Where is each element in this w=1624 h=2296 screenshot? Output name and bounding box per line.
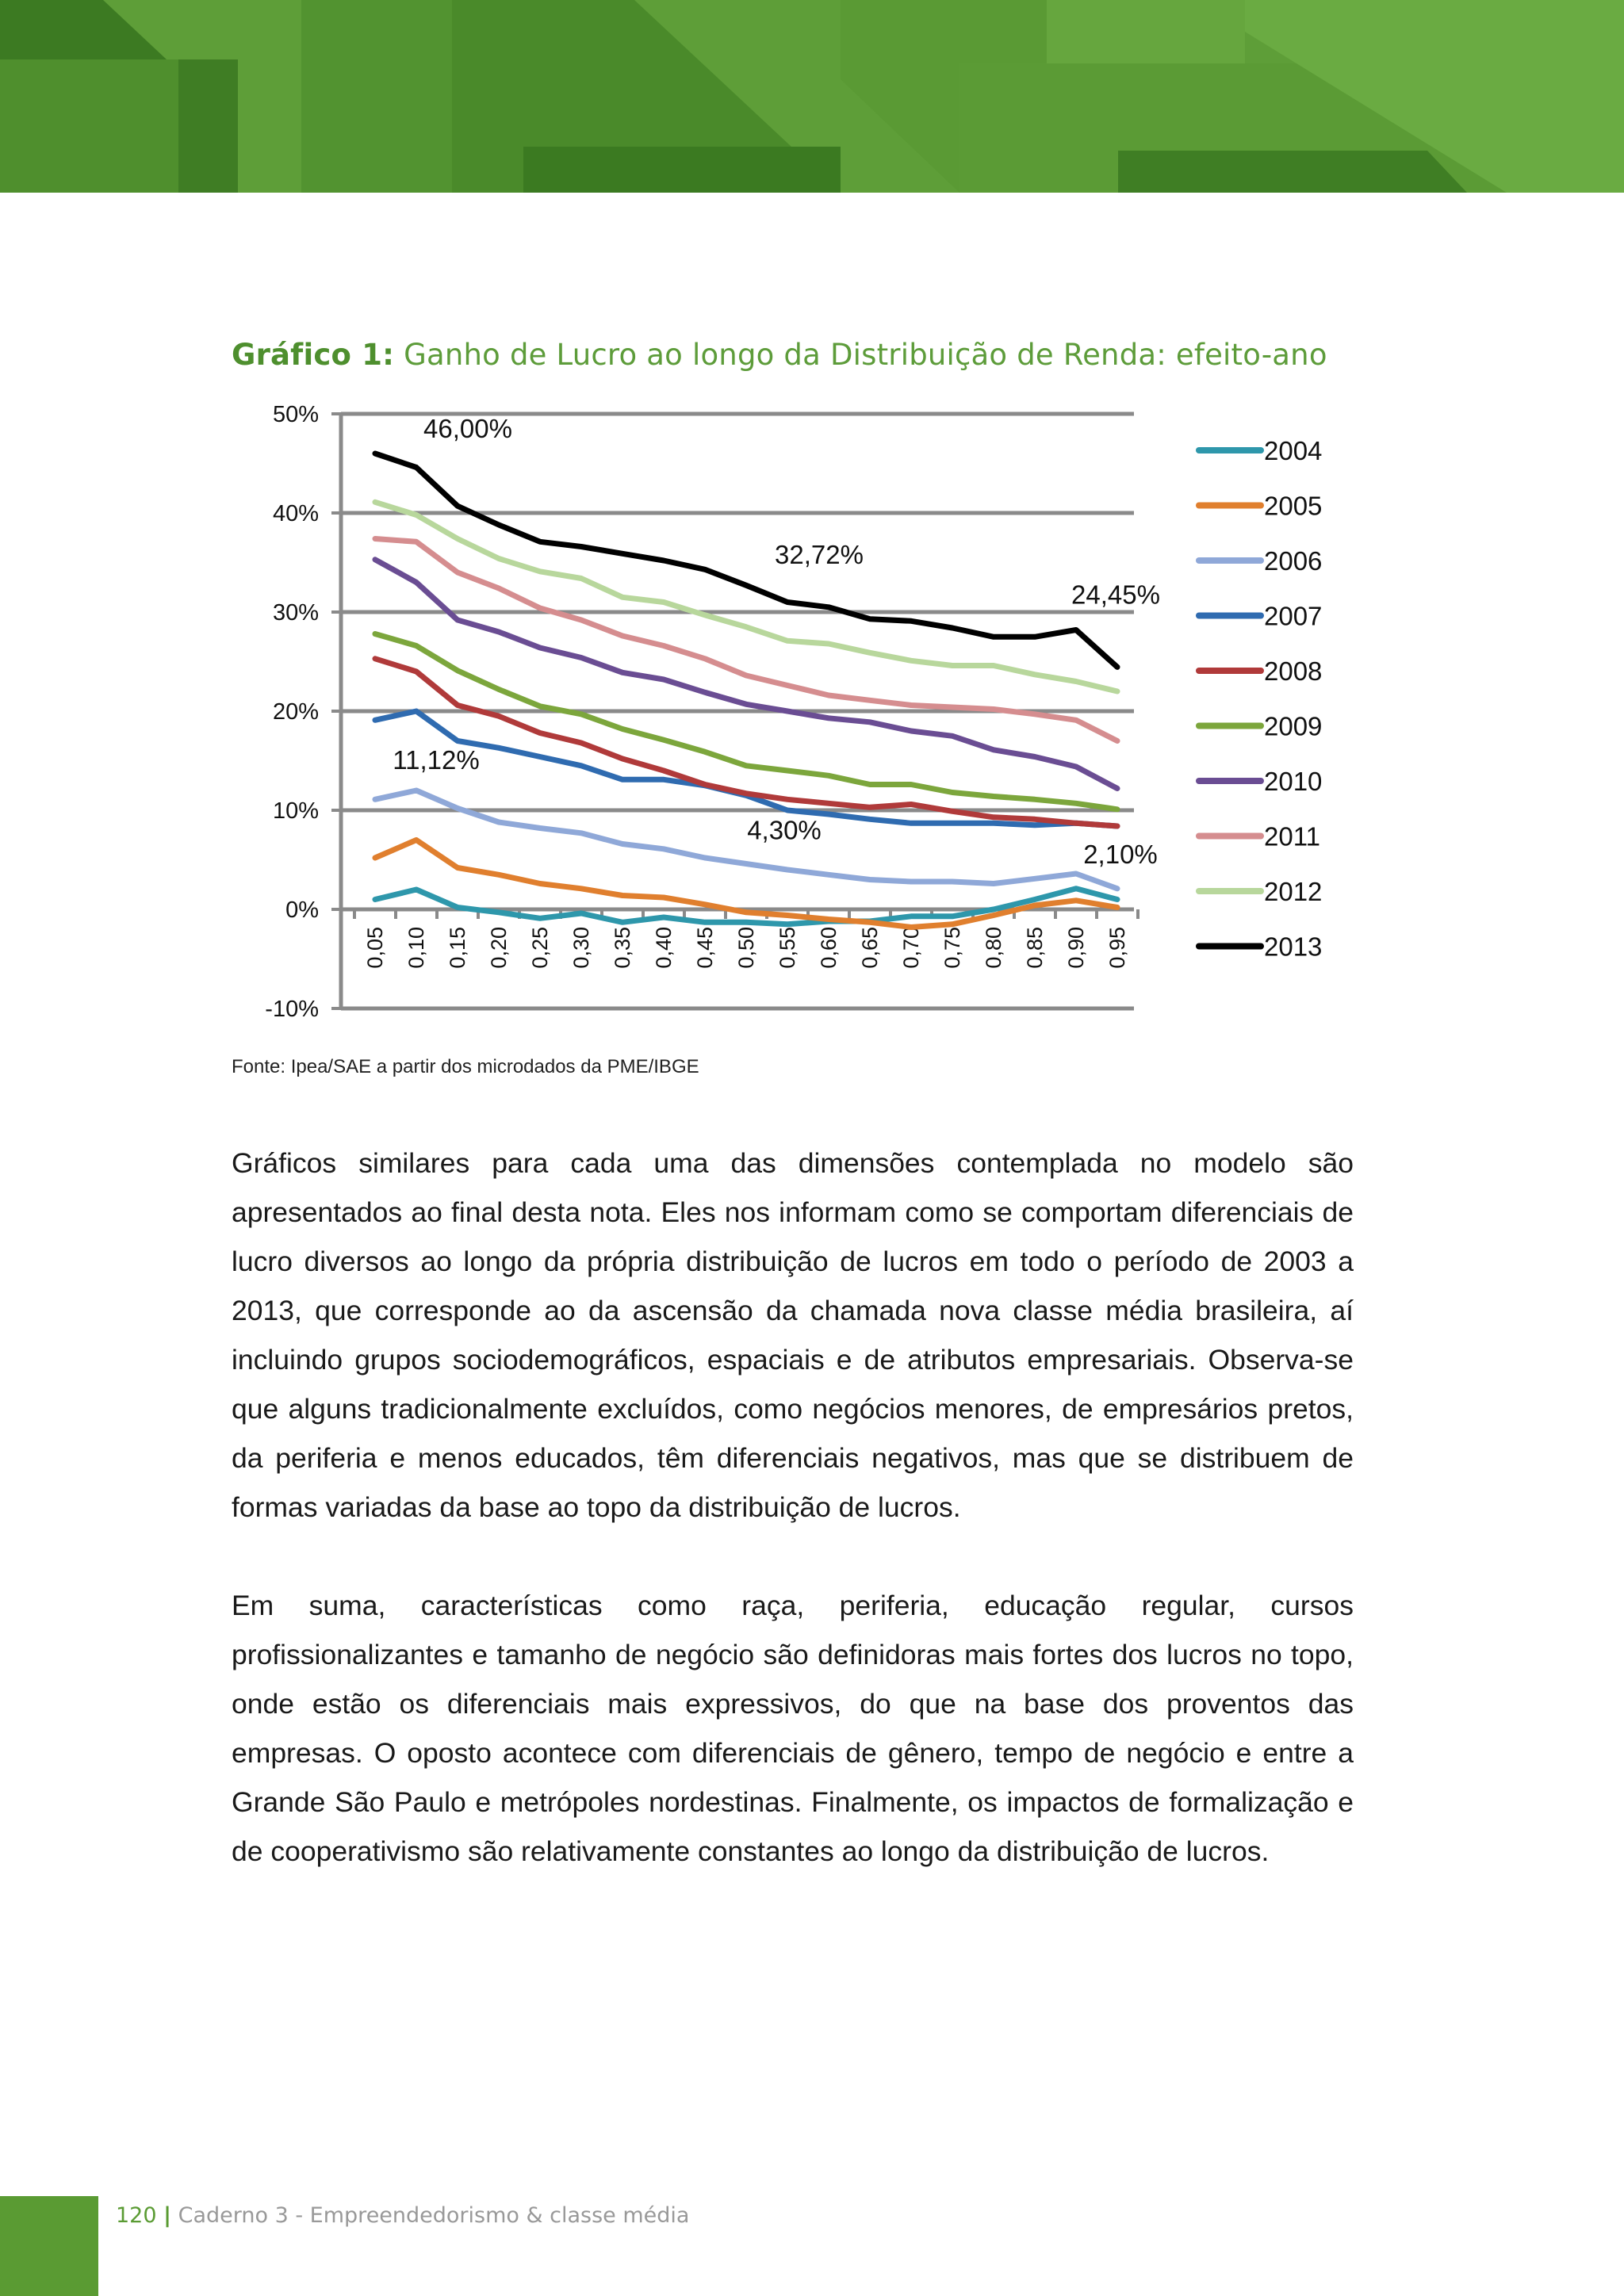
page-number: 120 (116, 2203, 157, 2228)
x-tick-label: 0,40 (652, 927, 676, 969)
y-tick-label: 0% (285, 897, 319, 923)
x-tick-label: 0,35 (611, 927, 634, 969)
chart-title-lead: Gráfico 1: (232, 338, 395, 372)
footer-band (0, 2196, 98, 2296)
legend-label: 2010 (1264, 767, 1323, 796)
data-label: 2,10% (1083, 839, 1158, 869)
data-label: 32,72% (775, 540, 864, 569)
x-tick-label: 0,80 (982, 927, 1005, 969)
x-tick-label: 0,25 (528, 927, 552, 969)
legend-label: 2008 (1264, 656, 1323, 686)
series-line-2004 (375, 889, 1117, 924)
x-tick-label: 0,75 (940, 927, 964, 969)
y-tick-label: 30% (272, 600, 319, 626)
footer-section: Caderno 3 - Empreendedorismo & classe média (178, 2203, 690, 2228)
series-line-2009 (375, 634, 1117, 809)
x-tick-label: 0,20 (487, 927, 511, 969)
x-tick-label: 0,50 (734, 927, 758, 969)
chart-title-text: Ganho de Lucro ao longo da Distribuição de Renda: efeito-ano (394, 338, 1327, 372)
data-label: 46,00% (423, 414, 512, 443)
y-tick-label: 20% (272, 699, 319, 725)
legend-label: 2013 (1264, 932, 1323, 962)
source-note: Fonte: Ipea/SAE a partir dos microdados da PME/IBGE (232, 1056, 699, 1077)
x-tick-label: 0,95 (1105, 927, 1129, 969)
y-tick-label: 50% (272, 402, 319, 427)
body-paragraph-1: Gráficos similares para cada uma das dimensões contemplada no modelo são apresentados ao final desta nota. Eles nos informam como se comportam diferenciais de lucro diversos ao longo da própria distribuição de lucros em todo o período de 2003 a 2013, que corresponde ao da ascensão da chamada nova classe média brasileira, aí incluindo grupos sociodemográficos, espaciais e de atributos empresariais. Observa-se que alguns tradicionalmente excluídos, como negócios menores, de empresários pretos, da periferia e menos educados, têm diferenciais negativos, mas que se distribuem de formas variadas da base ao topo da distribuição de lucros. (232, 1147, 1354, 1523)
legend-label: 2007 (1264, 601, 1323, 631)
legend-label: 2012 (1264, 877, 1323, 906)
data-label: 11,12% (393, 745, 480, 775)
y-tick-label: 40% (272, 501, 319, 526)
series-line-2012 (375, 502, 1117, 691)
y-tick-label: -10% (265, 997, 319, 1022)
x-tick-label: 0,90 (1064, 927, 1088, 969)
x-tick-label: 0,65 (858, 927, 882, 969)
series-line-2013 (375, 453, 1117, 667)
x-tick-label: 0,60 (817, 927, 841, 969)
footer (116, 2203, 689, 2228)
x-tick-label: 0,15 (446, 927, 469, 969)
legend-label: 2004 (1264, 436, 1323, 465)
footer-separator: | (163, 2203, 172, 2228)
x-tick-label: 0,85 (1023, 927, 1047, 969)
x-tick-label: 0,70 (899, 927, 923, 969)
line-chart (0, 0, 1624, 1094)
x-tick-label: 0,05 (363, 927, 387, 969)
y-tick-label: 10% (272, 798, 319, 824)
legend-label: 2006 (1264, 546, 1323, 576)
data-label: 24,45% (1071, 580, 1160, 610)
x-tick-label: 0,55 (776, 927, 799, 969)
x-tick-label: 0,45 (693, 927, 717, 969)
legend-label: 2009 (1264, 711, 1323, 741)
x-tick-label: 0,30 (569, 927, 593, 969)
legend-label: 2011 (1264, 821, 1320, 851)
x-tick-label: 0,10 (404, 927, 428, 969)
body-paragraph-2: Em suma, características como raça, periferia, educação regular, cursos profissionalizantes e tamanho de negócio são definidoras mais fortes dos lucros no topo, onde estão os diferenciais mais expressivos, do que na base dos proventos das empresas. O oposto acontece com diferenciais de gênero, tempo de negócio e entre a Grande São Paulo e metrópoles nordestinas. Finalmente, os impactos de formalização e de cooperativismo são relativamente constantes ao longo da distribuição de lucros. (232, 1590, 1354, 1867)
legend-label: 2005 (1264, 491, 1323, 521)
data-label: 4,30% (747, 815, 822, 845)
